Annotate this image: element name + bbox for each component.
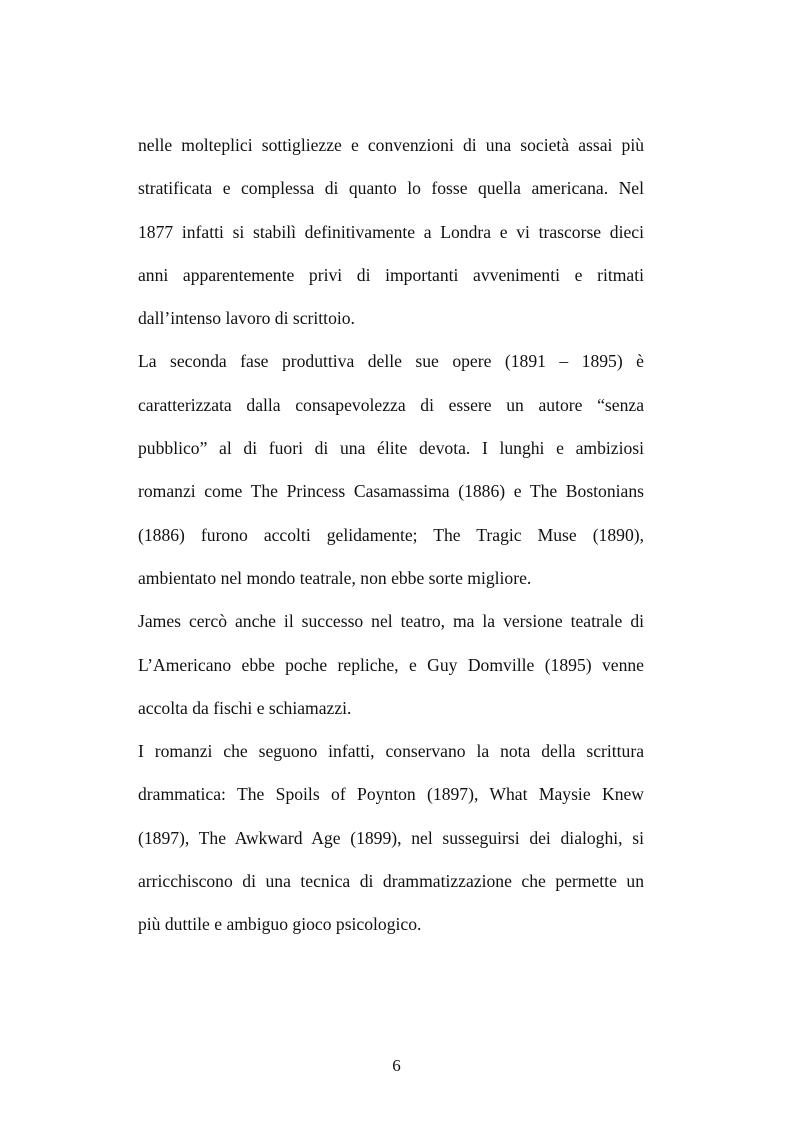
text-line: L’Americano ebbe poche repliche, e Guy Domville (1895) venne <box>138 654 644 675</box>
text-line: dall’intenso lavoro di scrittoio. <box>138 308 355 329</box>
text-line: caratterizzata dalla consapevolezza di essere un autore “senza <box>138 394 644 415</box>
text-line: La seconda fase produttiva delle sue opere (1891 – 1895) è <box>138 351 644 372</box>
text-line: nelle molteplici sottigliezze e convenzioni di una società assai più <box>138 135 644 155</box>
text-line: (1886) furono accolti gelidamente; The Tragic Muse (1890), <box>138 524 644 545</box>
text-line: più duttile e ambiguo gioco psicologico. <box>138 914 422 935</box>
text-line: stratificata e complessa di quanto lo fosse quella americana. Nel <box>138 178 644 199</box>
text-line: romanzi come The Princess Casamassima (1886) e The Bostonians <box>138 481 644 502</box>
text-line: (1897), The Awkward Age (1899), nel susseguirsi dei dialoghi, si <box>138 827 644 848</box>
body-text <box>138 126 644 949</box>
text-line: 1877 infatti si stabilì definitivamente a Londra e vi trascorse dieci <box>138 221 644 242</box>
text-line: drammatica: The Spoils of Poynton (1897), What Maysie Knew <box>138 784 644 805</box>
text-line: arricchiscono di una tecnica di drammatizzazione che permette un <box>138 871 644 892</box>
page-number: 6 <box>392 1056 401 1075</box>
text-line: James cercò anche il successo nel teatro, ma la versione teatrale di <box>138 611 644 632</box>
text-line: ambientato nel mondo teatrale, non ebbe sorte migliore. <box>138 567 532 588</box>
text-line: anni apparentemente privi di importanti avvenimenti e ritmati <box>138 264 644 285</box>
text-line: pubblico” al di fuori di una élite devota. I lunghi e ambiziosi <box>138 438 644 459</box>
text-line: I romanzi che seguono infatti, conservano la nota della scrittura <box>138 741 644 762</box>
text-line: accolta da fischi e schiamazzi. <box>138 697 352 718</box>
